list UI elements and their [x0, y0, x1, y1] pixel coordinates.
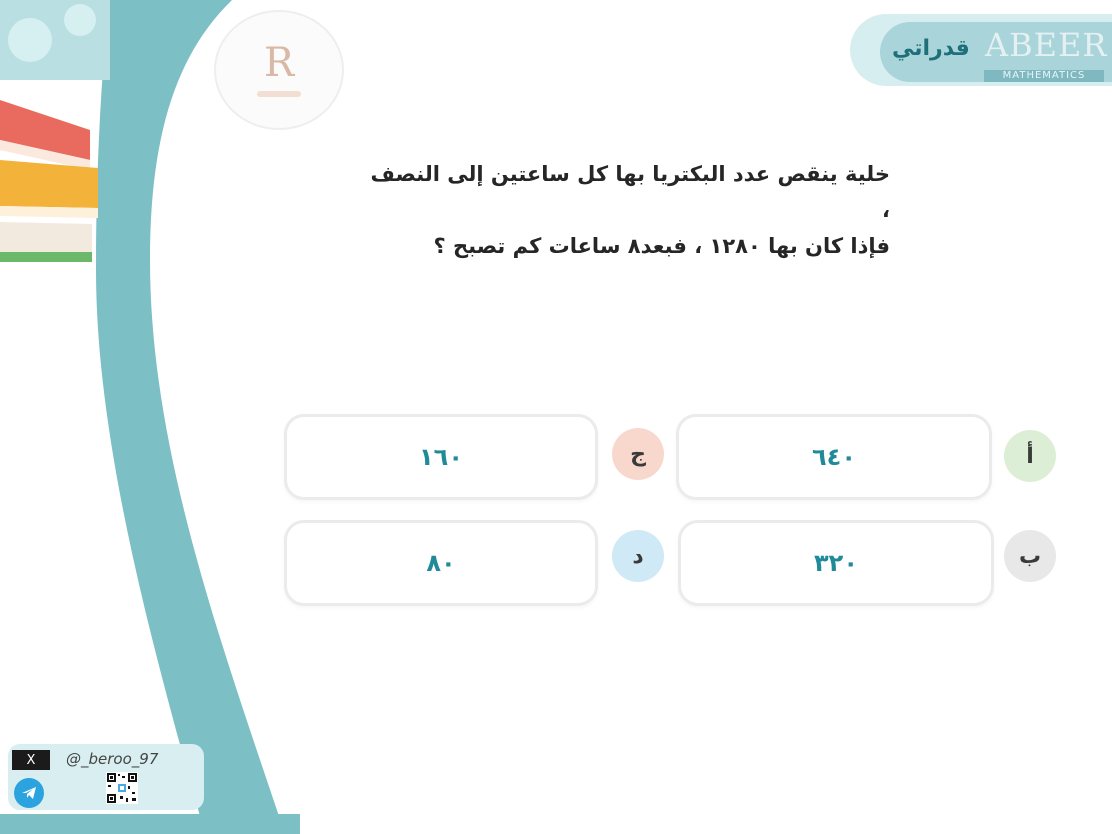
option-c-letter[interactable]: ج	[612, 428, 664, 480]
telegram-plane-icon	[20, 784, 38, 802]
option-a-box[interactable]: ٦٤٠	[676, 414, 992, 500]
books-illustration	[0, 0, 110, 270]
option-b-box[interactable]: ٣٢٠	[678, 520, 994, 606]
logo-mark: R	[263, 40, 295, 86]
option-c-box[interactable]: ١٦٠	[284, 414, 598, 500]
telegram-icon[interactable]	[14, 778, 44, 808]
option-d-letter[interactable]: د	[612, 530, 664, 582]
question-text	[360, 156, 890, 264]
question-line-2: فإذا كان بها ١٢٨٠ ، فبعد٨ ساعات كم تصبح ؟	[433, 234, 890, 258]
logo	[214, 10, 344, 130]
social-handle[interactable]: @_beroo_97	[66, 750, 159, 768]
x-icon[interactable]: X	[12, 750, 50, 770]
badge-title: قدراتي	[892, 36, 970, 61]
logo-tag	[257, 91, 301, 97]
option-b-letter[interactable]: ب	[1004, 530, 1056, 582]
option-a-letter[interactable]: أ	[1004, 430, 1056, 482]
badge-subtitle: MATHEMATICS	[984, 70, 1104, 82]
badge-brand: ABEER	[985, 26, 1108, 64]
qr-code-icon[interactable]	[106, 772, 138, 804]
question-line-1: خلية ينقص عدد البكتريا بها كل ساعتين إلى النصف ،	[370, 162, 890, 222]
option-d-box[interactable]: ٨٠	[284, 520, 598, 606]
